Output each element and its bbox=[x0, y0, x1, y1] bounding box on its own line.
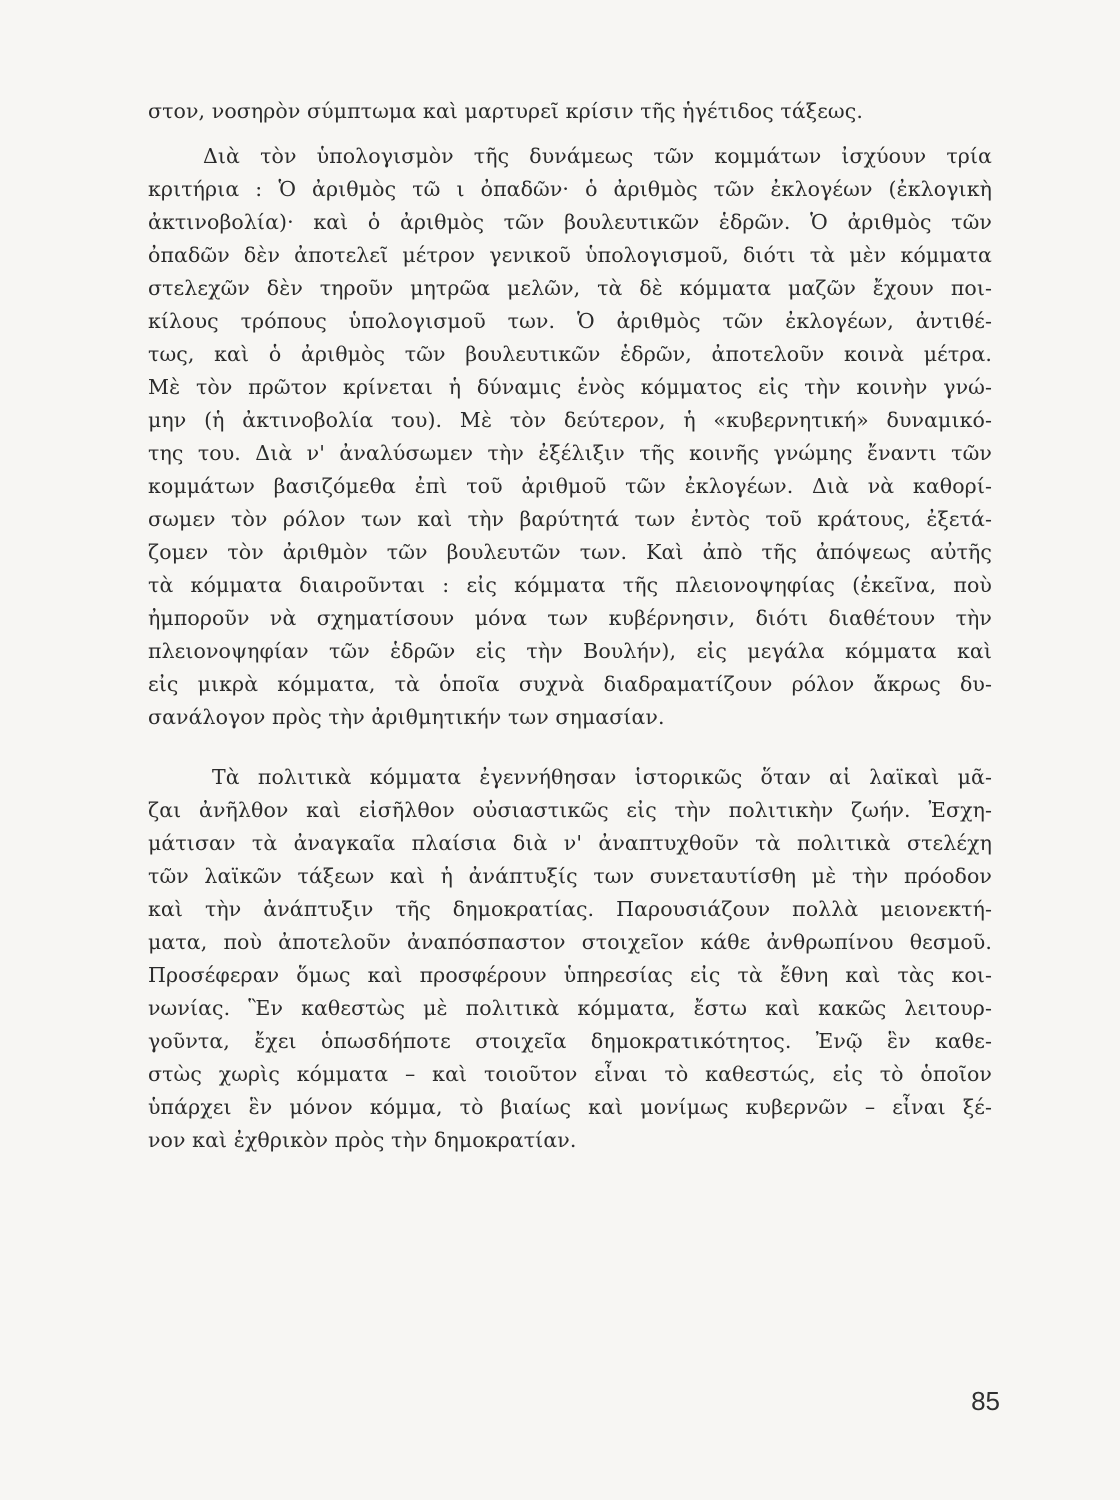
text-line: ἠμποροῦν νὰ σχηματίσουν μόνα των κυβέρνησιν, διότι διαθέτουν τὴν bbox=[148, 606, 992, 630]
text-line: σανάλογον πρὸς τὴν ἀριθμητικήν των σημασίαν. bbox=[148, 705, 665, 729]
page-number: 85 bbox=[971, 1386, 1000, 1416]
text-line: μην (ἡ ἀκτινοβολία του). Μὲ τὸν δεύτερον, ἡ «κυβερνητική» δυναμικό- bbox=[148, 408, 992, 432]
text-line: κριτήρια : Ὁ ἀριθμὸς τῶ ι ὀπαδῶν· ὁ ἀριθμὸς τῶν ἐκλογέων (ἐκλογικὴ bbox=[148, 177, 992, 201]
text-line: Προσέφεραν ὅμως καὶ προσφέρουν ὑπηρεσίας εἰς τὰ ἔθνη καὶ τὰς κοι- bbox=[148, 963, 992, 987]
text-line: νωνίας. Ἓν καθεστὼς μὲ πολιτικὰ κόμματα, ἔστω καὶ κακῶς λειτουρ- bbox=[148, 996, 992, 1020]
text-line: της του. Διὰ ν' ἀναλύσωμεν τὴν ἐξέλιξιν τῆς κοινῆς γνώμης ἔναντι τῶν bbox=[148, 441, 992, 465]
text-line: ὀπαδῶν δὲν ἀποτελεῖ μέτρον γενικοῦ ὑπολογισμοῦ, διότι τὰ μὲν κόμματα bbox=[148, 243, 992, 267]
text-line: εἰς μικρὰ κόμματα, τὰ ὁποῖα συχνὰ διαδραματίζουν ρόλον ἄκρως δυ- bbox=[148, 672, 992, 696]
text-line: ὑπάρχει ἓν μόνον κόμμα, τὸ βιαίως καὶ μονίμως κυβερνῶν – εἶναι ξέ- bbox=[148, 1095, 992, 1119]
text-line: πλειονοψηφίαν τῶν ἑδρῶν εἰς τὴν Βουλήν), εἰς μεγάλα κόμματα καὶ bbox=[148, 639, 992, 663]
text-line: τως, καὶ ὁ ἀριθμὸς τῶν βουλευτικῶν ἑδρῶν, ἀποτελοῦν κοινὰ μέτρα. bbox=[148, 342, 992, 366]
text-line: καὶ τὴν ἀνάπτυξιν τῆς δημοκρατίας. Παρουσιάζουν πολλὰ μειονεκτή- bbox=[148, 897, 992, 921]
text-line: κομμάτων βασιζόμεθα ἐπὶ τοῦ ἀριθμοῦ τῶν ἐκλογέων. Διὰ νὰ καθορί- bbox=[148, 474, 992, 498]
text-line: ζαι ἀνῆλθον καὶ εἰσῆλθον οὐσιαστικῶς εἰς τὴν πολιτικὴν ζωήν. Ἐσχη- bbox=[148, 798, 992, 822]
text-line: ἀκτινοβολία)· καὶ ὁ ἀριθμὸς τῶν βουλευτικῶν ἑδρῶν. Ὁ ἀριθμὸς τῶν bbox=[148, 210, 992, 234]
text-line: σωμεν τὸν ρόλον των καὶ τὴν βαρύτητά των ἐντὸς τοῦ κράτους, ἐξετά- bbox=[148, 507, 992, 531]
text-line: Διὰ τὸν ὑπολογισμὸν τῆς δυνάμεως τῶν κομμάτων ἰσχύουν τρία bbox=[203, 144, 992, 168]
text-line: ζομεν τὸν ἀριθμὸν τῶν βουλευτῶν των. Καὶ ἀπὸ τῆς ἀπόψεως αὐτῆς bbox=[148, 540, 992, 564]
text-line: Μὲ τὸν πρῶτον κρίνεται ἡ δύναμις ἑνὸς κόμματος εἰς τὴν κοινὴν γνώ- bbox=[148, 375, 992, 399]
text-line: κίλους τρόπους ὑπολογισμοῦ των. Ὁ ἀριθμὸς τῶν ἐκλογέων, ἀντιθέ- bbox=[148, 309, 992, 333]
text-line: στελεχῶν δὲν τηροῦν μητρῶα μελῶν, τὰ δὲ κόμματα μαζῶν ἔχουν ποι- bbox=[148, 276, 992, 300]
text-line: γοῦντα, ἔχει ὁπωσδήποτε στοιχεῖα δημοκρατικότητος. Ἐνῷ ἓν καθε- bbox=[148, 1029, 992, 1053]
text-line: τῶν λαϊκῶν τάξεων καὶ ἡ ἀνάπτυξίς των συνεταυτίσθη μὲ τὴν πρόοδον bbox=[148, 864, 992, 888]
text-line: ματα, ποὺ ἀποτελοῦν ἀναπόσπαστον στοιχεῖον κάθε ἀνθρωπίνου θεσμοῦ. bbox=[148, 930, 992, 954]
text-line: στὼς χωρὶς κόμματα – καὶ τοιοῦτον εἶναι τὸ καθεστώς, εἰς τὸ ὁποῖον bbox=[148, 1062, 992, 1086]
text-line: τὰ κόμματα διαιροῦνται : εἰς κόμματα τῆς πλειονοψηφίας (ἐκεῖνα, ποὺ bbox=[148, 573, 992, 597]
text-line: μάτισαν τὰ ἀναγκαῖα πλαίσια διὰ ν' ἀναπτυχθοῦν τὰ πολιτικὰ στελέχη bbox=[148, 831, 992, 855]
text-line: νον καὶ ἐχθρικὸν πρὸς τὴν δημοκρατίαν. bbox=[148, 1128, 577, 1152]
text-line: στον, νοσηρὸν σύμπτωμα καὶ μαρτυρεῖ κρίσιν τῆς ἡγέτιδος τάξεως. bbox=[148, 99, 863, 123]
text-line: Τὰ πολιτικὰ κόμματα ἐγεννήθησαν ἱστορικῶς ὅταν αἱ λαϊκαὶ μᾶ- bbox=[212, 765, 992, 789]
